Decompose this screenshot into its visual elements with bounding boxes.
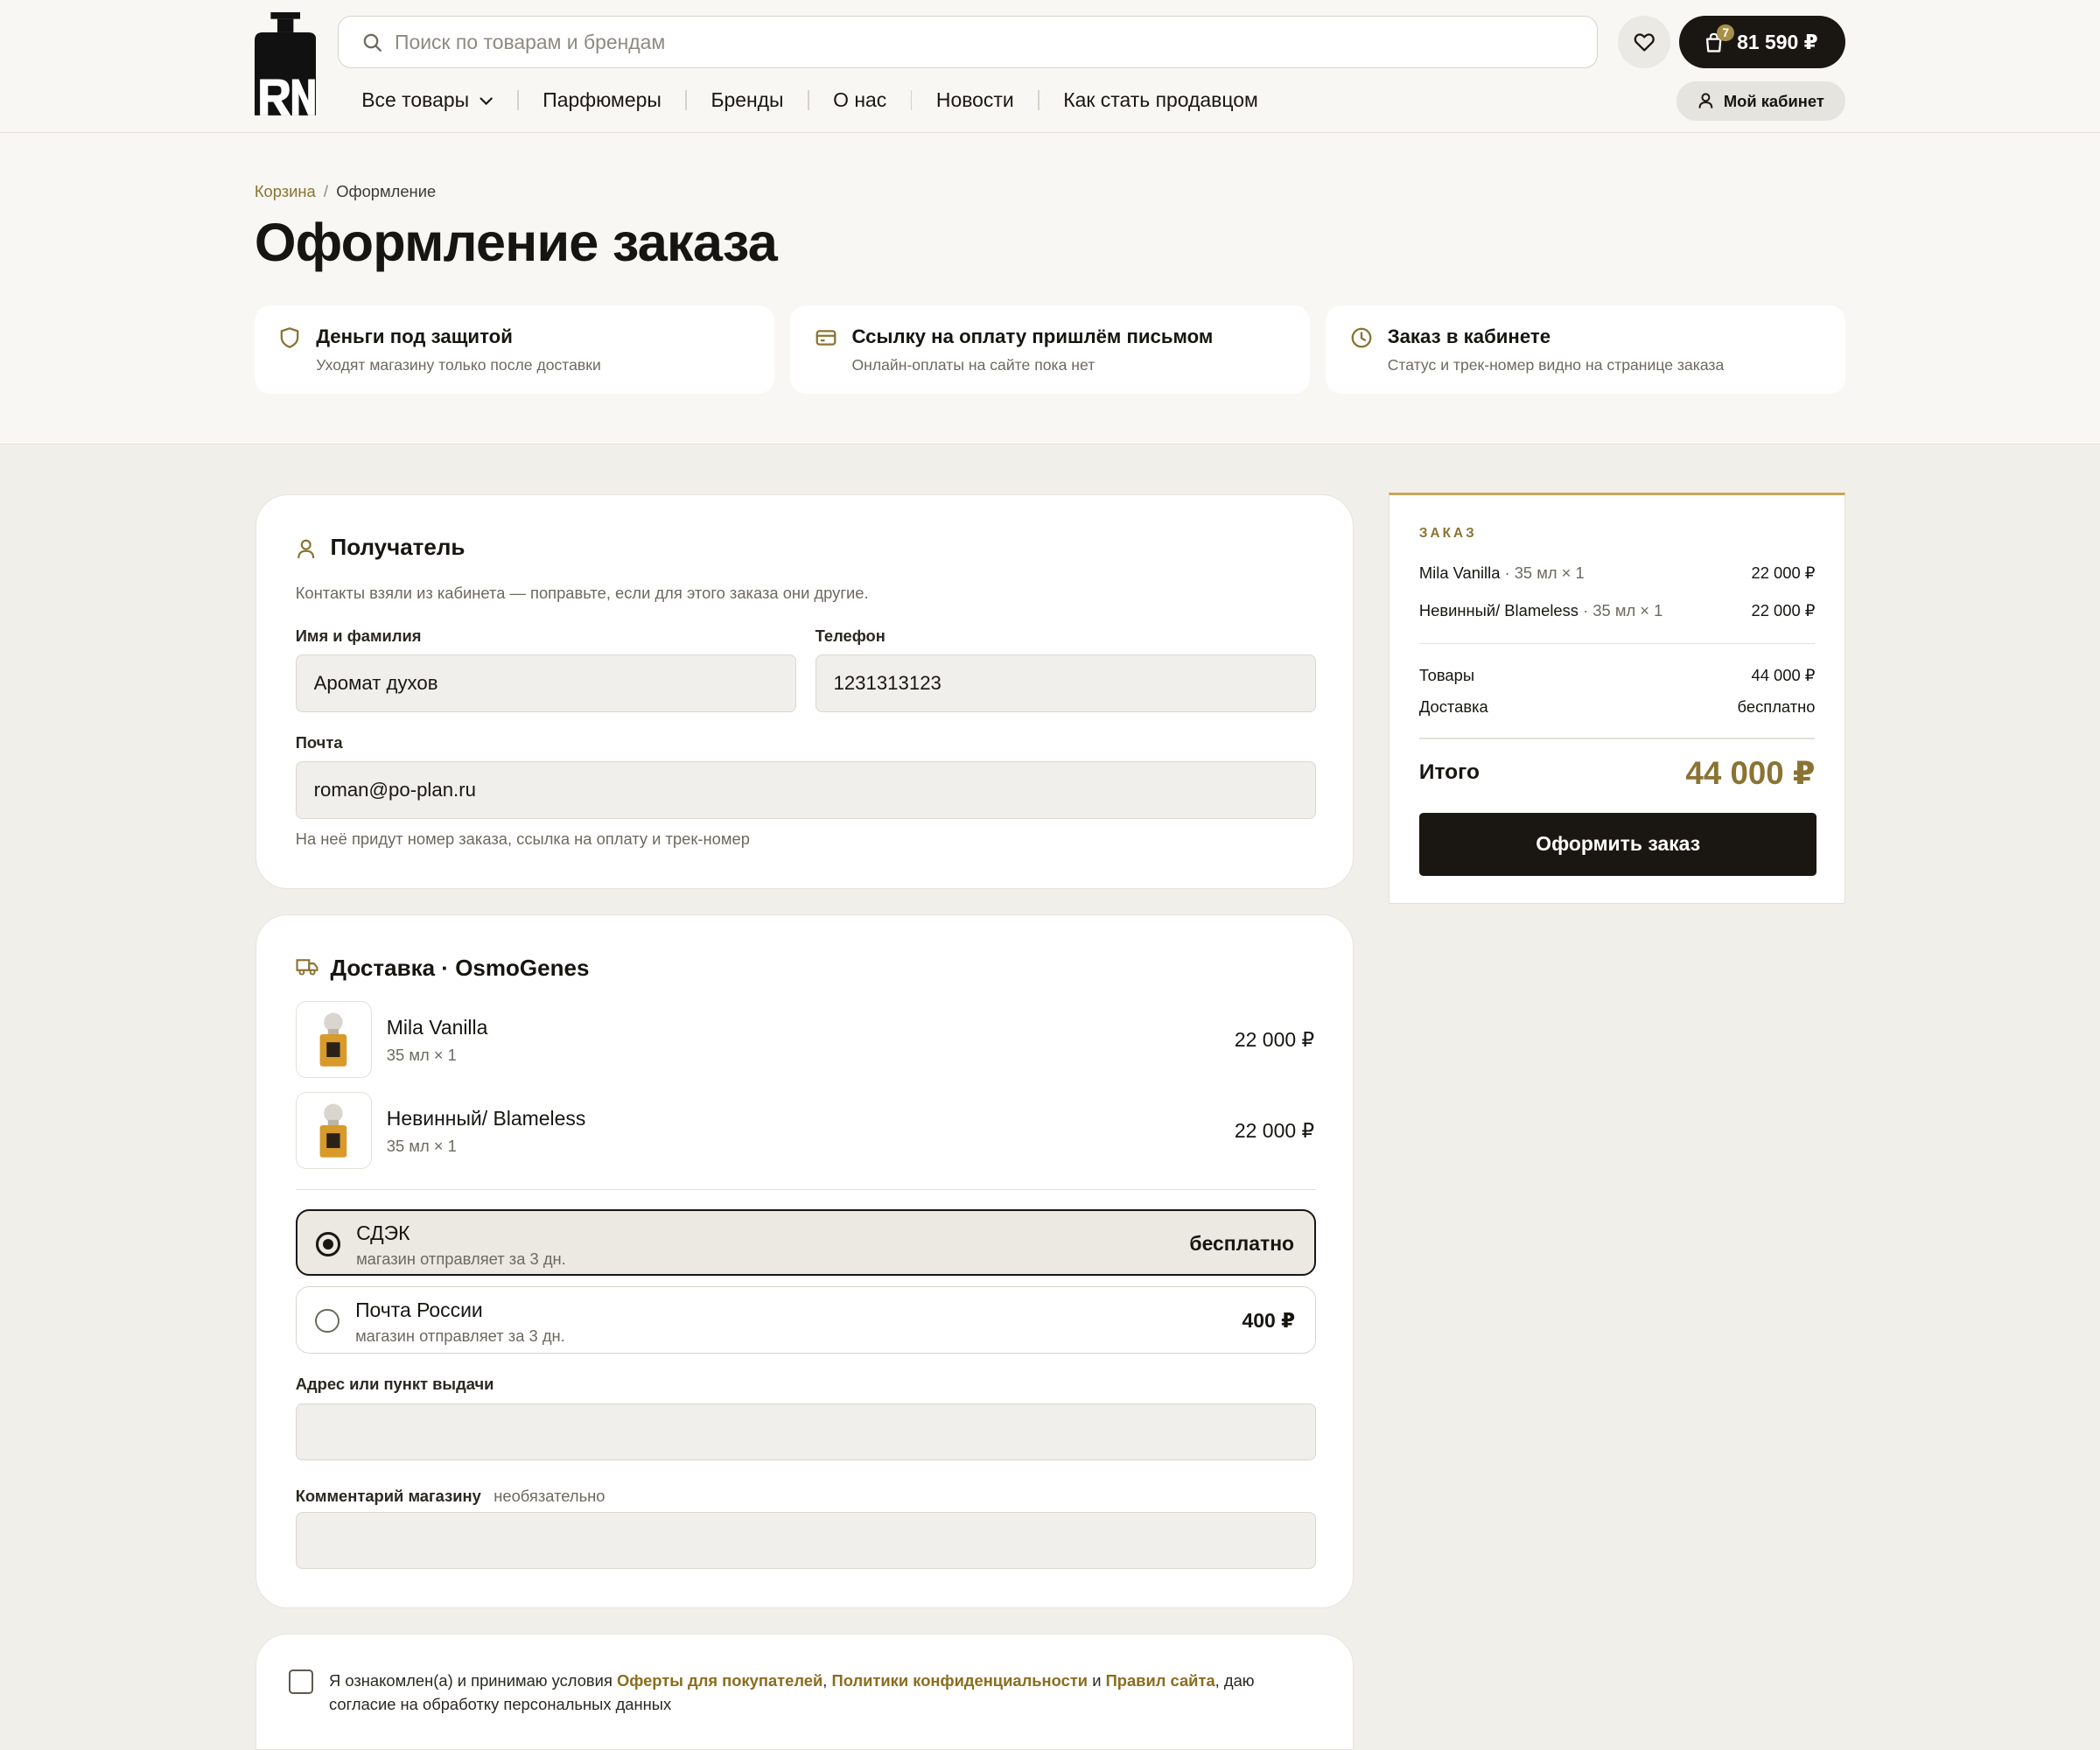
recipient-card [256, 494, 1354, 890]
product-volume: 35 мл × 1 [386, 1045, 457, 1064]
main-nav [361, 88, 1258, 112]
address-label: Адрес или пункт выдачи [295, 1375, 494, 1394]
name-input[interactable] [314, 672, 796, 695]
total-value: 44 000 ₽ [1685, 754, 1816, 791]
feature-subtitle: Статус и трек-номер видно на странице заказа [1387, 356, 1725, 374]
card-icon [815, 326, 837, 349]
phone-field[interactable] [816, 654, 1316, 712]
breadcrumb-separator: / [323, 182, 329, 201]
divider [1419, 643, 1816, 645]
search-bar[interactable] [338, 16, 1598, 68]
agreement-checkbox[interactable] [289, 1670, 313, 1694]
truck-icon [296, 958, 318, 976]
nav-brands[interactable]: Бренды [710, 88, 784, 112]
delivery-option-cdek[interactable] [296, 1209, 1316, 1277]
nav-news[interactable]: Новости [935, 88, 1014, 112]
summary-item-meta: · 35 мл × 1 [1578, 601, 1663, 620]
site-rules-link[interactable]: Правил сайта [1105, 1670, 1215, 1690]
delivery-value: бесплатно [1737, 697, 1816, 717]
feature-title: Деньги под защитой [316, 325, 513, 347]
nav-divider [517, 90, 519, 110]
nav-divider [1038, 90, 1040, 110]
name-label: Имя и фамилия [295, 626, 422, 645]
breadcrumb-current: Оформление [336, 182, 437, 201]
radio-button[interactable] [315, 1309, 340, 1334]
agreement-card [256, 1634, 1354, 1750]
agreement-text-part: , даю согласие на обработку персональных данных [328, 1670, 1255, 1714]
agreement-text-part: , [822, 1670, 832, 1690]
cart-button[interactable] [1679, 16, 1845, 68]
summary-caption: ЗАКАЗ [1418, 526, 1477, 542]
divider [296, 1189, 1316, 1191]
favorites-button[interactable] [1618, 16, 1670, 68]
feature-title: Ссылку на оплату пришлём письмом [851, 325, 1214, 347]
summary-total-row [1419, 754, 1816, 792]
summary-item-price: 22 000 ₽ [1751, 601, 1816, 620]
shield-icon [278, 326, 301, 349]
goods-value: 44 000 ₽ [1751, 665, 1816, 684]
product-price: 22 000 ₽ [1234, 1119, 1315, 1143]
summary-item-label [1419, 564, 1585, 583]
address-field[interactable] [296, 1404, 1316, 1461]
agreement-text [329, 1669, 1293, 1717]
agreement-text-part: Я ознакомлен(а) и принимаю условия [328, 1670, 617, 1690]
email-field[interactable] [296, 761, 1316, 819]
cart-count-badge: 7 [1717, 24, 1734, 42]
breadcrumb [255, 182, 436, 201]
email-hint: На неё придут номер заказа, ссылка на оплату и трек-номер [295, 830, 750, 849]
cart-total: 81 590 ₽ [1737, 30, 1818, 53]
summary-item-name: Mila Vanilla [1418, 564, 1501, 583]
privacy-policy-link[interactable]: Политики конфиденциальности [831, 1670, 1088, 1690]
radio-button-selected[interactable] [316, 1232, 340, 1256]
perfume-bottle-image [316, 1012, 351, 1068]
summary-item-meta: · 35 мл × 1 [1500, 564, 1585, 583]
search-icon [362, 32, 382, 52]
email-label: Почта [295, 733, 343, 752]
user-icon [297, 538, 315, 559]
product-price: 22 000 ₽ [1234, 1027, 1315, 1051]
delivery-option-russian-post[interactable] [296, 1286, 1316, 1354]
feature-title: Заказ в кабинете [1387, 325, 1551, 347]
delivery-option-note: магазин отправляет за 3 дн. [355, 1326, 565, 1345]
chevron-down-icon [480, 97, 493, 105]
delivery-title: Доставка · OsmoGenes [330, 954, 590, 981]
breadcrumb-cart-link[interactable]: Корзина [254, 182, 316, 201]
nav-divider [685, 90, 687, 110]
comment-input[interactable] [314, 1529, 1315, 1551]
summary-item-price: 22 000 ₽ [1751, 564, 1816, 583]
phone-label: Телефон [815, 626, 886, 645]
recipient-note: Контакты взяли из кабинета — поправьте, если для этого заказа они другие. [295, 583, 869, 602]
place-order-button[interactable]: Оформить заказ [1419, 813, 1817, 876]
nav-divider [911, 90, 913, 110]
user-icon [1698, 93, 1713, 108]
offer-link[interactable]: Оферты для покупателей [616, 1670, 823, 1690]
nav-label: Все товары [361, 88, 470, 112]
page-title: Оформление заказа [254, 212, 778, 272]
account-label: Мой кабинет [1723, 91, 1824, 110]
product-thumbnail[interactable] [296, 1092, 372, 1168]
goods-label: Товары [1418, 665, 1475, 684]
product-name: Невинный/ Blameless [386, 1107, 586, 1130]
comment-field[interactable] [296, 1512, 1316, 1570]
product-thumbnail[interactable] [296, 1001, 372, 1077]
divider [1419, 738, 1816, 739]
heart-icon [1634, 32, 1655, 52]
recipient-title: Получатель [330, 534, 466, 561]
email-input[interactable] [314, 779, 1315, 802]
summary-item-name: Невинный/ Blameless [1418, 601, 1578, 620]
total-label: Итого [1418, 760, 1480, 785]
address-input[interactable] [314, 1420, 1315, 1443]
summary-item-label [1419, 601, 1662, 620]
nav-become-seller[interactable]: Как стать продавцом [1063, 88, 1258, 112]
delivery-label: Доставка [1418, 697, 1488, 717]
nav-divider [808, 90, 809, 110]
product-volume: 35 мл × 1 [386, 1136, 457, 1155]
delivery-option-note: магазин отправляет за 3 дн. [356, 1249, 566, 1268]
phone-input[interactable] [833, 672, 1315, 695]
feature-subtitle: Онлайн-оплаты на сайте пока нет [851, 356, 1096, 374]
clock-icon [1350, 326, 1373, 349]
feature-card-protection [255, 305, 774, 394]
summary-goods-row [1419, 666, 1816, 685]
account-button[interactable] [1676, 81, 1845, 120]
delivery-option-name: СДЭК [356, 1221, 410, 1244]
delivery-option-name: Почта России [355, 1298, 483, 1321]
product-name: Mila Vanilla [386, 1016, 488, 1040]
name-field[interactable] [296, 654, 796, 712]
perfume-bottle-image [316, 1102, 351, 1158]
comment-optional-note: необязательно [494, 1487, 606, 1506]
agreement-text-part: и [1088, 1670, 1106, 1690]
comment-label: Комментарий магазину [295, 1487, 481, 1506]
delivery-option-price: бесплатно [1189, 1232, 1295, 1256]
nav-perfumers[interactable]: Парфюмеры [542, 88, 662, 112]
order-summary [1389, 493, 1845, 904]
search-input[interactable] [395, 31, 1573, 54]
nav-all-products[interactable] [361, 88, 493, 112]
feature-subtitle: Уходят магазину только после доставки [316, 356, 601, 374]
delivery-option-price: 400 ₽ [1242, 1308, 1296, 1332]
nav-about[interactable]: О нас [833, 88, 887, 112]
comment-label-row [296, 1483, 606, 1508]
title-band [0, 133, 2100, 445]
summary-item [1419, 601, 1816, 620]
summary-item [1419, 564, 1816, 583]
logo[interactable] [255, 12, 316, 116]
summary-delivery-row [1419, 697, 1816, 717]
feature-card-payment-link [790, 305, 1310, 394]
feature-card-order-cabinet [1326, 305, 1845, 394]
delivery-card [256, 914, 1354, 1608]
site-header [0, 0, 2100, 133]
